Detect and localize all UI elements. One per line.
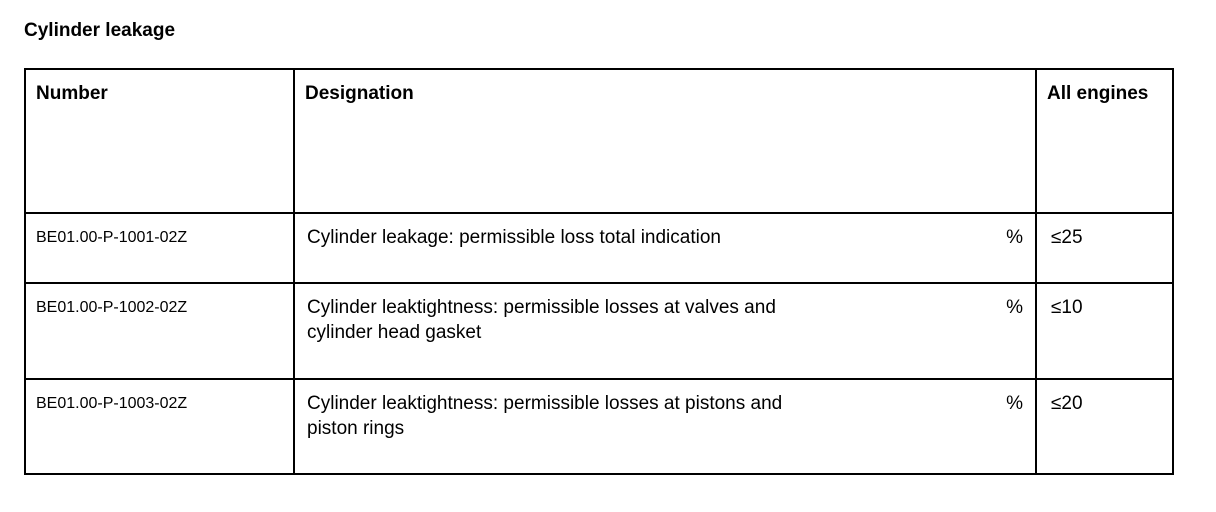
cell-designation bbox=[294, 213, 1036, 283]
cell-designation bbox=[294, 283, 1036, 379]
cell-value: ≤10 bbox=[1036, 283, 1173, 379]
unit-label: % bbox=[1006, 393, 1023, 414]
table-row bbox=[25, 283, 1173, 379]
column-header-number: Number bbox=[25, 69, 294, 213]
unit-label: % bbox=[1006, 297, 1023, 318]
cell-number: BE01.00-P-1001-02Z bbox=[25, 213, 294, 283]
table-header-row bbox=[25, 69, 1173, 213]
specification-table bbox=[24, 68, 1174, 475]
cell-designation bbox=[294, 379, 1036, 474]
table-row bbox=[25, 379, 1173, 474]
column-header-all-engines: All engines bbox=[1036, 69, 1173, 213]
designation-text: Cylinder leakage: permissible loss total indication bbox=[307, 227, 721, 248]
cell-value: ≤25 bbox=[1036, 213, 1173, 283]
column-header-designation: Designation bbox=[294, 69, 1036, 213]
cell-value: ≤20 bbox=[1036, 379, 1173, 474]
cell-number: BE01.00-P-1002-02Z bbox=[25, 283, 294, 379]
table-row bbox=[25, 213, 1173, 283]
designation-text: Cylinder leaktightness: permissible losses at valves and cylinder head gasket bbox=[307, 297, 776, 343]
designation-text: Cylinder leaktightness: permissible losses at pistons and piston rings bbox=[307, 393, 783, 439]
page-title: Cylinder leakage bbox=[24, 20, 176, 41]
unit-label: % bbox=[1006, 227, 1023, 248]
cell-number: BE01.00-P-1003-02Z bbox=[25, 379, 294, 474]
